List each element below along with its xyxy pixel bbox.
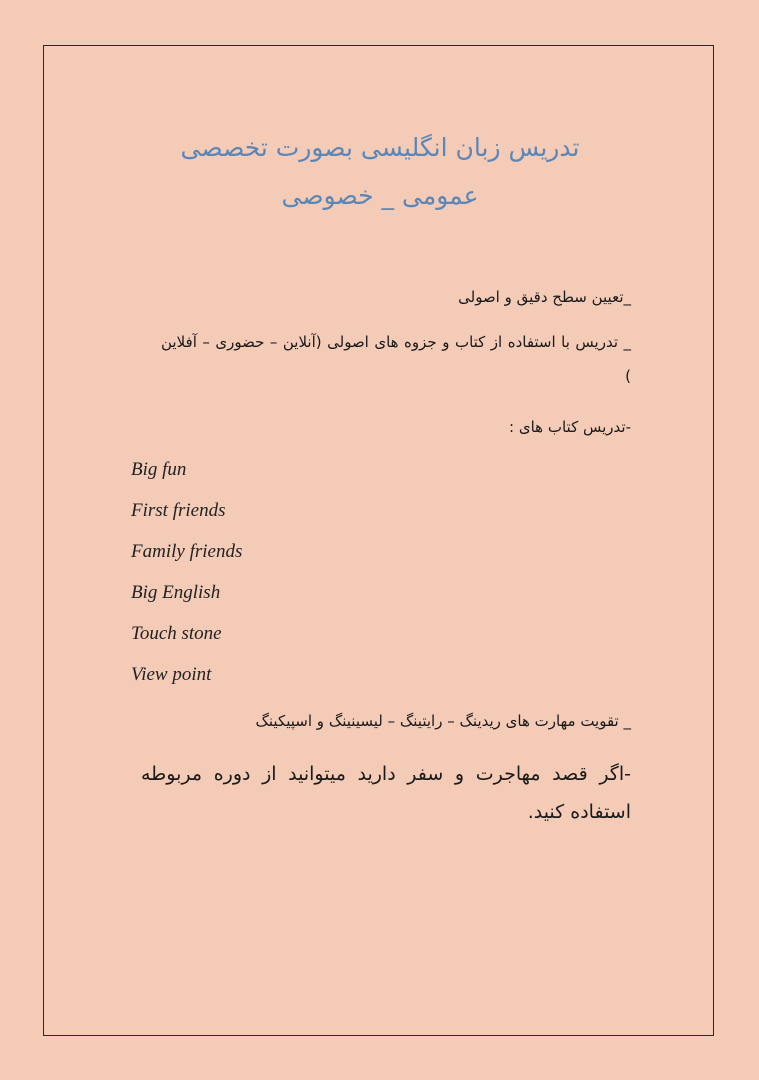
book-list xyxy=(131,455,242,701)
book-item: Big fun xyxy=(131,459,187,480)
book-item: Family friends xyxy=(131,541,243,562)
book-item: Touch stone xyxy=(131,623,222,644)
book-item: First friends xyxy=(131,500,226,521)
paragraph-books-heading: -تدریس کتاب های : xyxy=(509,418,631,436)
paragraph-teaching-method: _ تدریس با استفاده از کتاب و جزوه های اصولی (آنلاین – حضوری – آفلاین ) xyxy=(161,333,631,385)
book-item: Big English xyxy=(131,582,221,603)
book-item: View point xyxy=(131,664,212,685)
paragraph-migration: -اگر قصد مهاجرت و سفر دارید میتوانید از دوره مربوطه استفاده کنید. xyxy=(141,763,631,823)
title-line-2: عمومی _ خصوصی xyxy=(281,181,479,210)
paragraph-skills: _ تقویت مهارت های ریدینگ – رایتینگ – لیسینینگ و اسپیکینگ xyxy=(255,712,631,730)
paragraph-level-test: _تعیین سطح دقیق و اصولی xyxy=(458,288,631,306)
title-line-1: تدریس زبان انگلیسی بصورت تخصصی xyxy=(180,133,580,162)
